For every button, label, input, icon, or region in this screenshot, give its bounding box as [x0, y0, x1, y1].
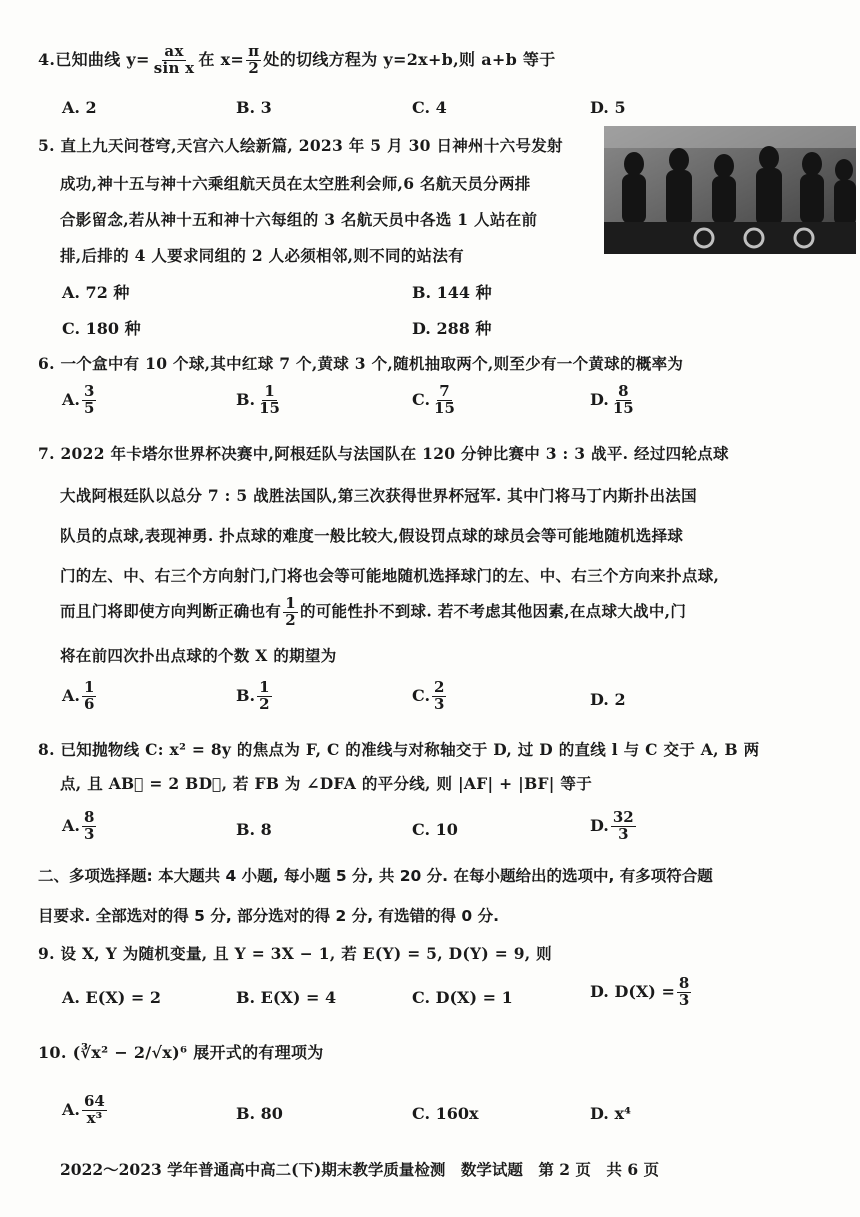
q4-y-eq: y=	[126, 49, 150, 69]
q7-c-frac	[432, 680, 446, 713]
q9-option-c: C. D(X) = 1	[412, 988, 513, 1007]
q7-b-num: 1	[259, 678, 270, 696]
q6-d-frac	[611, 384, 636, 417]
q4-pi-fraction	[246, 44, 261, 77]
q7-a-num: 1	[83, 678, 95, 696]
q4-mid: 在 x=	[198, 49, 245, 69]
q7-a-den: 6	[83, 694, 95, 713]
q7-line-3: 队员的点球,表现神勇. 扑点球的难度一般比较大,假设罚点球的球员会等可能地随机选择球	[60, 526, 684, 545]
q4-option-c: C. 4	[412, 98, 447, 117]
q7-c-num: 2	[434, 678, 445, 696]
q6-b-num: 1	[264, 382, 275, 400]
q6-c-den: 15	[434, 398, 455, 417]
q6-a-den: 5	[83, 398, 95, 417]
q5-line-2: 成功,神十五与神十六乘组航天员在太空胜利会师,6 名航天员分两排	[60, 174, 531, 193]
q4-option-d: D. 5	[590, 98, 626, 117]
q6-d-num: 8	[618, 382, 629, 400]
q8-a-frac	[82, 810, 96, 843]
q8-d-num: 32	[612, 808, 634, 826]
q9-stem: 9. 设 X, Y 为随机变量, 且 Y = 3X − 1, 若 E(Y) = 5, D(Y) = 9, 则	[38, 944, 552, 963]
q10-a-frac	[82, 1094, 107, 1127]
q9-d-pre: D. D(X) =	[590, 981, 675, 1001]
q5-option-c: C. 180 种	[62, 319, 141, 338]
q7-option-d	[590, 690, 626, 709]
q8-d-label: D.	[590, 815, 609, 835]
q8-line-2: 点, 且 AB⃗ = 2 BD⃗, 若 FB 为 ∠DFA 的平分线, 则 |AF| + |BF| 等于	[60, 774, 593, 793]
q7-half-den: 2	[285, 610, 296, 629]
q4-option-a: A. 2	[62, 98, 97, 117]
q10-post: 展开式的有理项为	[193, 1043, 324, 1062]
q6-c-label: C.	[412, 389, 431, 409]
q7-line5-pre: 而且门将即使方向判断正确也有	[60, 601, 282, 621]
q7-line5-post: 的可能性扑不到球. 若不考虑其他因素,在点球大战中,门	[299, 601, 687, 621]
q10-expression: (∛x² − 2/√x)⁶	[72, 1043, 188, 1062]
q10-number: 10.	[38, 1043, 67, 1062]
q4-frac-den: sin x	[153, 58, 195, 77]
q5-line-3: 合影留念,若从神十五和神十六每组的 3 名航天员中各选 1 人站在前	[60, 210, 538, 229]
q6-c-frac	[432, 384, 457, 417]
q7-c-den: 3	[434, 694, 445, 713]
q6-option-b	[236, 384, 284, 417]
q4-frac-num: ax	[164, 42, 184, 60]
q4-pi-den: 2	[248, 58, 260, 77]
q6-b-den: 15	[259, 398, 280, 417]
q7-line-6: 将在前四次扑出点球的个数 X 的期望为	[60, 646, 337, 665]
astronaut-group-photo	[604, 126, 856, 254]
q5-option-d: D. 288 种	[412, 319, 492, 338]
astronaut-photo-image	[604, 126, 856, 254]
q10-stem	[38, 1040, 324, 1063]
q6-b-frac	[257, 384, 282, 417]
q6-a-frac	[82, 384, 96, 417]
q4-stem	[38, 44, 556, 77]
q7-a-frac	[82, 680, 96, 713]
q7-option-b	[236, 680, 274, 713]
q8-d-frac	[611, 810, 636, 843]
q8-option-c	[412, 820, 458, 839]
q8-option-b	[236, 820, 272, 839]
q8-a-label: A.	[62, 815, 80, 835]
q7-option-a	[62, 680, 98, 713]
q9-d-den: 3	[678, 990, 690, 1009]
q10-option-c: C. 160x	[412, 1104, 479, 1123]
q6-d-label: D.	[590, 389, 609, 409]
q7-half-frac	[283, 596, 298, 629]
q8-option-a	[62, 810, 98, 843]
q7-line-4: 门的左、中、右三个方向射门,门将也会等可能地随机选择球门的左、中、右三个方向来扑点球,	[60, 566, 720, 585]
q9-option-a: A. E(X) = 2	[62, 988, 161, 1007]
q7-half-num: 1	[285, 594, 296, 612]
q9-option-b: B. E(X) = 4	[236, 988, 337, 1007]
q7-line-2: 大战阿根廷队以总分 7 : 5 战胜法国队,第三次获得世界杯冠军. 其中门将马丁内斯扑出法国	[60, 486, 697, 505]
q8-line-1: 8. 已知抛物线 C: x² = 8y 的焦点为 F, C 的准线与对称轴交于 D, 过 D 的直线 l 与 C 交于 A, B 两	[38, 740, 760, 759]
q4-fraction	[152, 44, 197, 77]
q5-line-1: 5. 直上九天问苍穹,天宫六人绘新篇, 2023 年 5 月 30 日神州十六号发射	[38, 136, 563, 155]
q6-option-c	[412, 384, 459, 417]
q4-number: 4.	[38, 49, 56, 69]
q7-line-1: 7. 2022 年卡塔尔世界杯决赛中,阿根廷队与法国队在 120 分钟比赛中 3 : 3 战平. 经过四轮点球	[38, 444, 729, 463]
q6-a-label: A.	[62, 389, 80, 409]
q4-pi-num: π	[248, 42, 260, 60]
q7-a-label: A.	[62, 685, 80, 705]
q8-b-label: B.	[236, 820, 256, 839]
q9-option-d	[590, 976, 693, 1009]
q10-a-num: 64	[83, 1092, 105, 1110]
q8-c-label: C.	[412, 820, 431, 839]
q8-c-text: 10	[435, 820, 458, 839]
q10-option-a	[62, 1094, 109, 1127]
q8-a-den: 3	[83, 824, 95, 843]
q9-d-num: 8	[678, 974, 690, 992]
q4-pre: 已知曲线	[55, 49, 127, 69]
q10-option-b: B. 80	[236, 1104, 283, 1123]
q8-d-den: 3	[618, 824, 629, 843]
q6-b-label: B.	[236, 389, 256, 409]
q6-stem: 6. 一个盒中有 10 个球,其中红球 7 个,黄球 3 个,随机抽取两个,则至少有一个黄球的概率为	[38, 354, 684, 373]
q8-a-num: 8	[83, 808, 95, 826]
q5-option-a: A. 72 种	[62, 283, 130, 302]
q8-b-text: 8	[260, 820, 272, 839]
q8-option-d	[590, 810, 638, 843]
q6-c-num: 7	[439, 382, 450, 400]
q5-line-4: 排,后排的 4 人要求同组的 2 人必须相邻,则不同的站法有	[60, 246, 464, 265]
q7-d-text: 2	[614, 690, 626, 709]
section-2-heading-line-2: 目要求. 全部选对的得 5 分, 部分选对的得 2 分, 有选错的得 0 分.	[38, 907, 499, 925]
q7-d-label: D.	[590, 690, 609, 709]
q4-option-b: B. 3	[236, 98, 272, 117]
q7-line-5	[60, 596, 686, 629]
q10-a-label: A.	[62, 1099, 80, 1119]
q6-option-d	[590, 384, 638, 417]
q4-post: 处的切线方程为 y=2x+b,则 a+b 等于	[263, 49, 556, 69]
q10-a-den: x³	[86, 1108, 103, 1127]
q7-b-den: 2	[259, 694, 270, 713]
q10-option-d: D. x⁴	[590, 1104, 631, 1123]
q7-b-frac	[257, 680, 271, 713]
q6-d-den: 15	[612, 398, 634, 417]
q7-option-c	[412, 680, 448, 713]
q7-c-label: C.	[412, 685, 431, 705]
page-footer: 2022～2023 学年普通高中高二(下)期末教学质量检测 数学试题 第 2 页 共 6 页	[60, 1160, 659, 1179]
section-2-heading-line-1: 二、多项选择题: 本大题共 4 小题, 每小题 5 分, 共 20 分. 在每小题给出的选项中, 有多项符合题	[38, 867, 713, 885]
q7-b-label: B.	[236, 685, 256, 705]
q6-option-a	[62, 384, 98, 417]
q5-option-b: B. 144 种	[412, 283, 492, 302]
q6-a-num: 3	[83, 382, 95, 400]
q9-d-frac	[677, 976, 691, 1009]
